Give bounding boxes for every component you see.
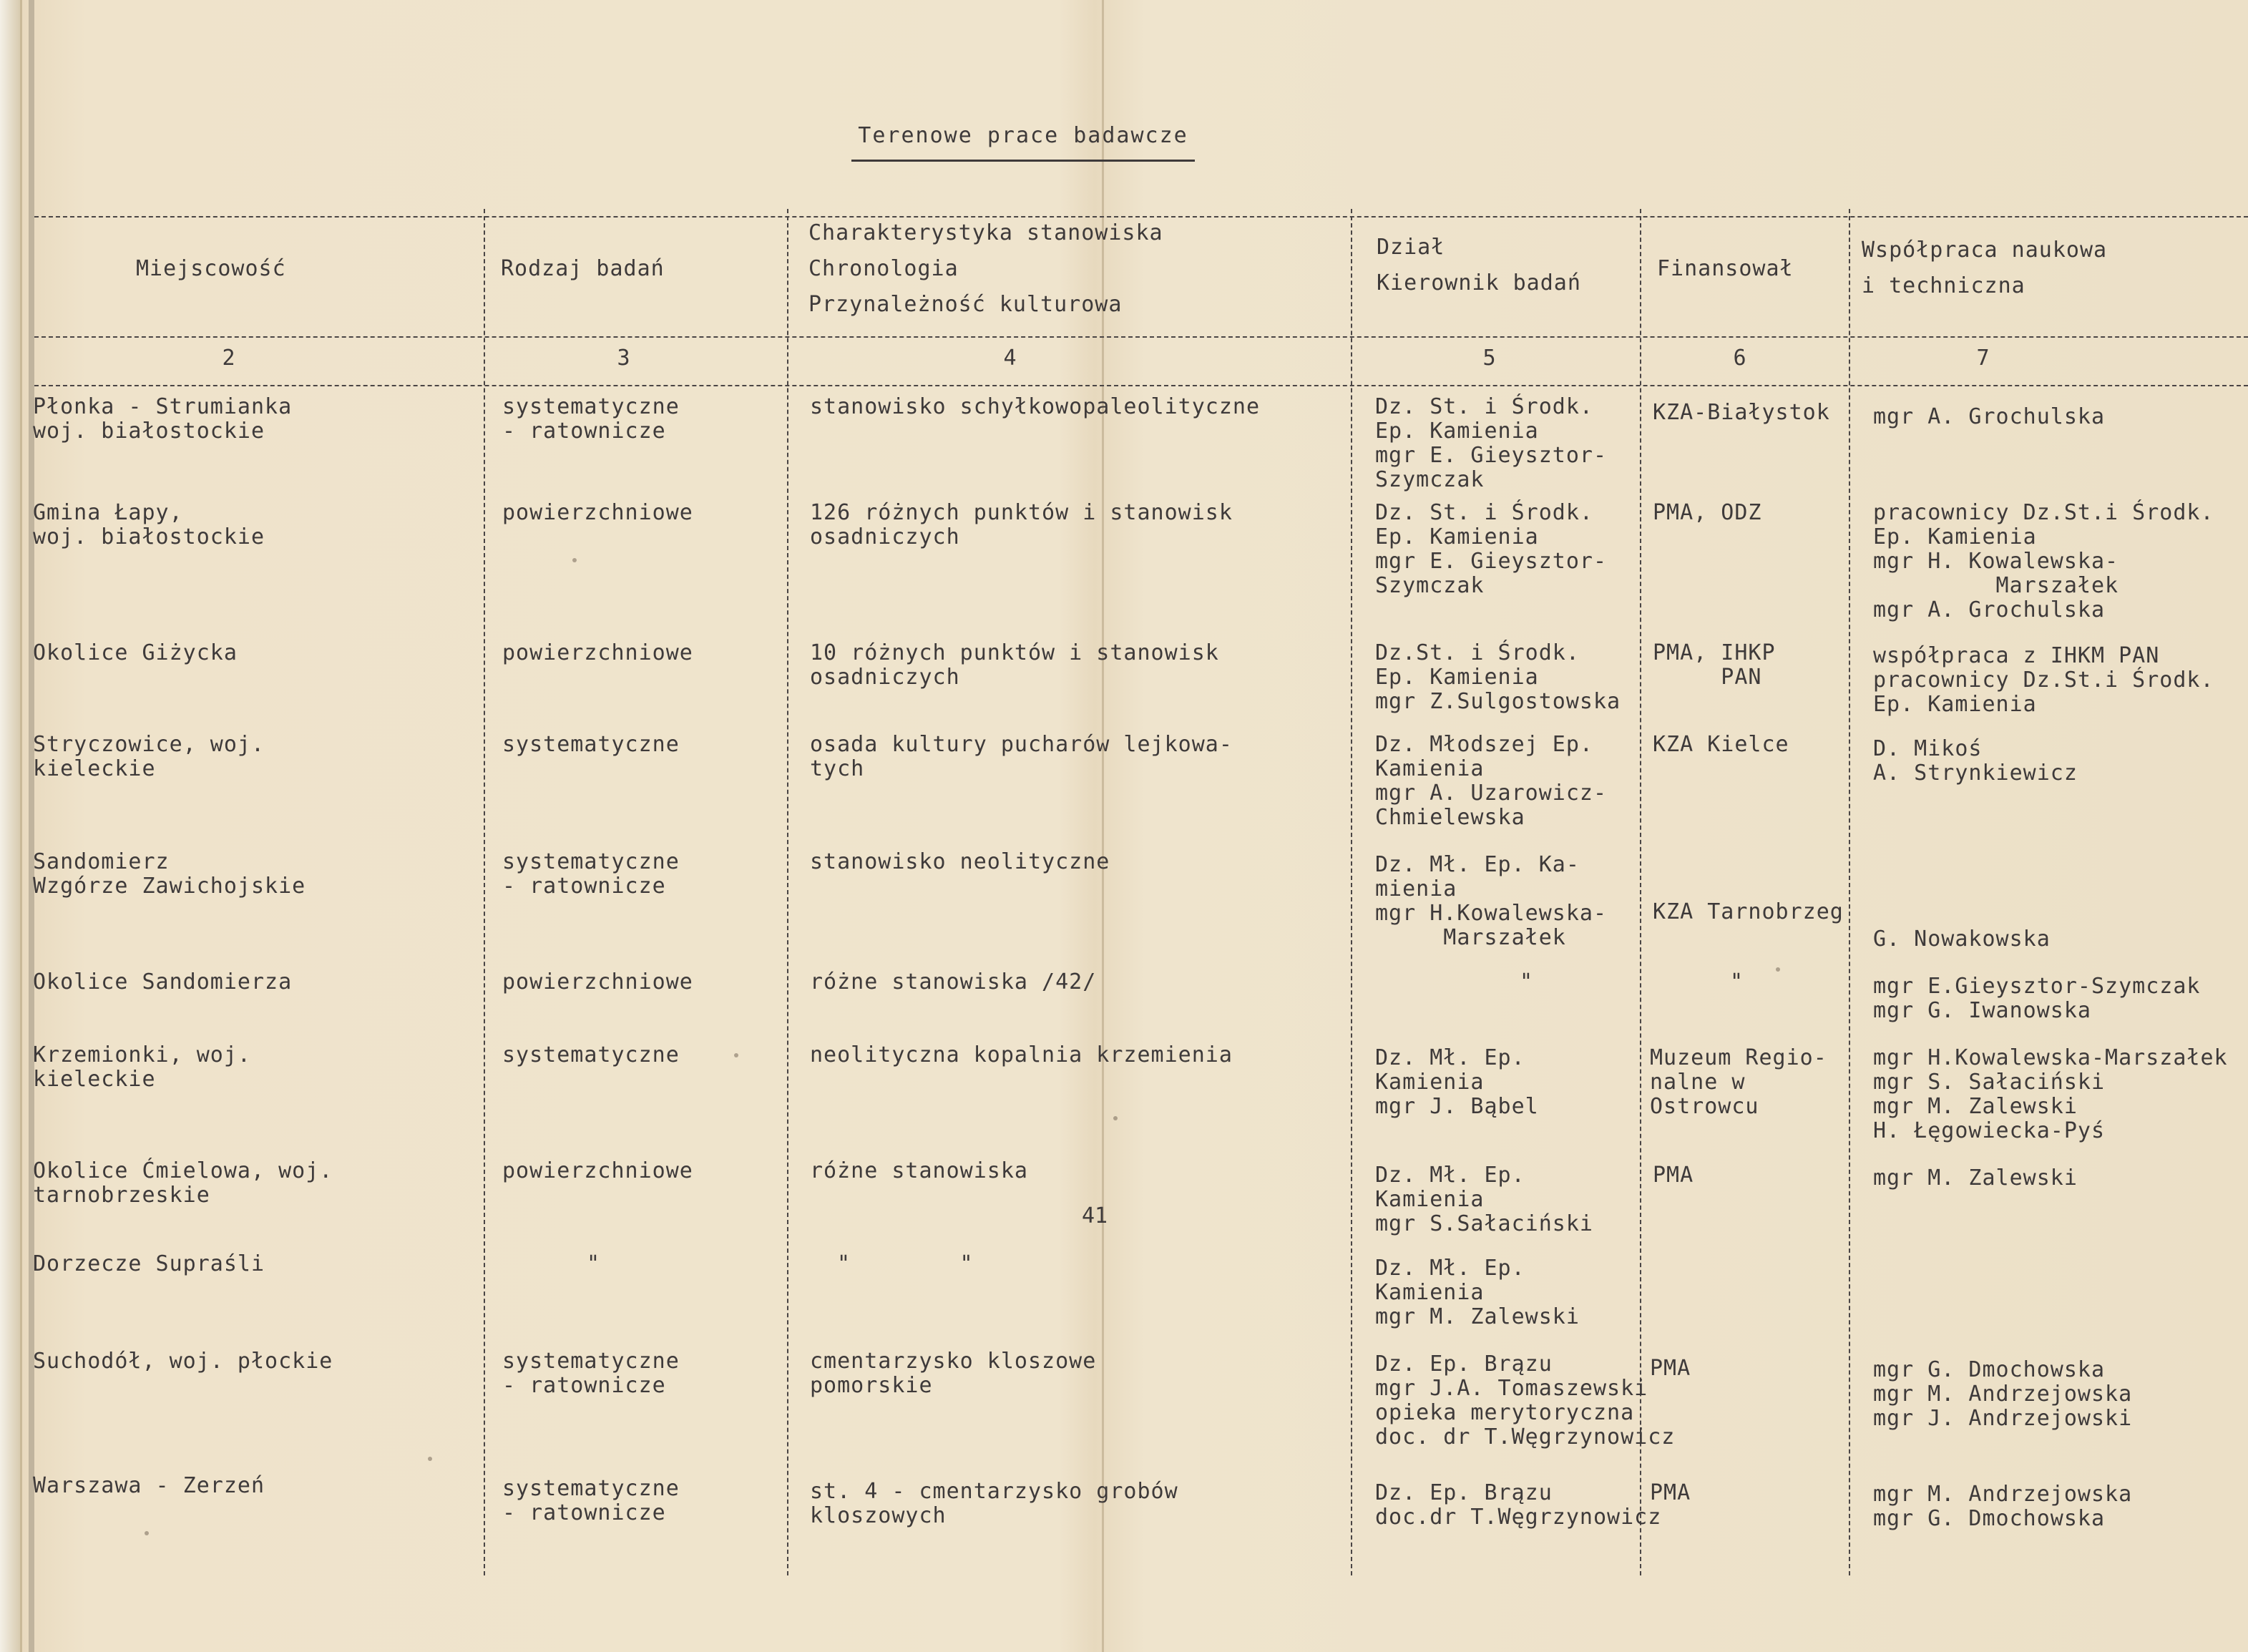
cell-miejscowosc: Suchodół, woj. płockie: [33, 1349, 333, 1374]
cell-dzial: Dz.St. i Środk. Ep. Kamienia mgr Z.Sulgostowska: [1375, 640, 1621, 714]
number-row-rule: [34, 385, 2248, 386]
cell-rodzaj: systematyczne: [502, 732, 680, 757]
cell-rodzaj: systematyczne - ratownicze: [502, 394, 680, 444]
header-przynaleznosc: Przynależność kulturowa: [808, 292, 1123, 317]
cell-charakterystyka: stanowisko neolityczne: [810, 849, 1110, 874]
cell-miejscowosc: Dorzecze Supraśli: [33, 1251, 265, 1276]
header-bottom-rule: [34, 336, 2248, 338]
cell-dzial: Dz. Mł. Ep. Kamienia mgr S.Sałaciński: [1375, 1163, 1593, 1236]
binding-shadow: [29, 0, 34, 1652]
cell-dzial: Dz. St. i Środk. Ep. Kamienia mgr E. Gieysztor- Szymczak: [1375, 500, 1608, 598]
column-number: 3: [617, 346, 631, 371]
header-dzial: Dział: [1377, 235, 1445, 260]
cell-charakterystyka: stanowisko schyłkowopaleolityczne: [810, 394, 1261, 419]
cell-charakterystyka: st. 4 - cmentarzysko grobów kloszowych: [810, 1479, 1178, 1528]
header-finansowal: Finansował: [1657, 256, 1794, 281]
cell-rodzaj: powierzchniowe: [502, 500, 693, 525]
cell-charakterystyka: 126 różnych punktów i stanowisk osadniczych: [810, 500, 1233, 549]
cell-charakterystyka: neolityczna kopalnia krzemienia: [810, 1042, 1233, 1067]
cell-wspolpraca: mgr H.Kowalewska-Marszałek mgr S. Sałaciński mgr M. Zalewski H. Łęgowiecka-Pyś: [1873, 1045, 2228, 1143]
cell-dzial: Dz. Ep. Brązu doc.dr T.Węgrzynowicz: [1375, 1480, 1662, 1530]
cell-finansowal: PMA, IHKP PAN: [1653, 640, 1776, 690]
cell-finansowal: PMA: [1650, 1356, 1691, 1381]
cell-charakterystyka: cmentarzysko kloszowe pomorskie: [810, 1349, 1097, 1398]
cell-wspolpraca: pracownicy Dz.St.i Środk. Ep. Kamienia mgr H. Kowalewska- Marszałek mgr A. Grochulska: [1873, 500, 2214, 622]
column-number: 6: [1733, 346, 1747, 371]
cell-dzial: Dz. Mł. Ep. Ka- mienia mgr H.Kowalewska- Marszałek: [1375, 852, 1608, 950]
cell-wspolpraca: mgr E.Gieysztor-Szymczak mgr G. Iwanowska: [1873, 974, 2201, 1023]
cell-miejscowosc: Gmina Łapy, woj. białostockie: [33, 500, 265, 549]
cell-finansowal: ": [1730, 969, 1744, 994]
cell-finansowal: Muzeum Regio- nalne w Ostrowcu: [1650, 1045, 1827, 1119]
cell-finansowal: KZA Tarnobrzeg: [1653, 899, 1844, 924]
cell-dzial: Dz. Mł. Ep. Kamienia mgr M. Zalewski: [1375, 1256, 1580, 1329]
cell-rodzaj: systematyczne: [502, 1042, 680, 1067]
header-kierownik: Kierownik badań: [1377, 270, 1581, 295]
cell-miejscowosc: Okolice Sandomierza: [33, 969, 293, 994]
cell-rodzaj: systematyczne - ratownicze: [502, 1476, 680, 1525]
cell-charakterystyka: " ": [837, 1251, 974, 1276]
header-charakterystyka: Charakterystyka stanowiska: [808, 220, 1163, 245]
cell-rodzaj: ": [587, 1251, 601, 1276]
cell-charakterystyka: różne stanowiska: [810, 1158, 1028, 1183]
cell-wspolpraca: mgr G. Dmochowska mgr M. Andrzejowska mgr J. Andrzejowski: [1873, 1357, 2133, 1431]
paper-speck: [1113, 1116, 1118, 1120]
header-wspolpraca-2: i techniczna: [1862, 273, 2025, 298]
cell-miejscowosc: Płonka - Strumianka woj. białostockie: [33, 394, 293, 444]
cell-dzial: Dz. Mł. Ep. Kamienia mgr J. Bąbel: [1375, 1045, 1539, 1119]
column-number: 5: [1482, 346, 1497, 371]
cell-dzial: Dz. Młodszej Ep. Kamienia mgr A. Uzarowicz- Chmielewska: [1375, 732, 1608, 830]
cell-finansowal: KZA Kielce: [1653, 732, 1789, 757]
column-number: 4: [1003, 346, 1017, 371]
cell-rodzaj: powierzchniowe: [502, 969, 693, 994]
column-divider-5: [1351, 209, 1352, 1575]
header-wspolpraca: Współpraca naukowa: [1862, 238, 2108, 263]
cell-finansowal: PMA: [1653, 1163, 1694, 1188]
cell-rodzaj: powierzchniowe: [502, 640, 693, 665]
paper-speck: [572, 558, 577, 562]
header-rodzaj-badan: Rodzaj badań: [501, 256, 665, 281]
paper-speck: [428, 1457, 432, 1461]
cell-miejscowosc: Warszawa - Zerzeń: [33, 1473, 265, 1498]
column-number: 2: [222, 346, 236, 371]
cell-wspolpraca: D. Mikoś A. Strynkiewicz: [1873, 736, 2078, 786]
paper-speck: [145, 1531, 149, 1535]
book-binding-edge: [0, 0, 22, 1652]
paper-speck: [734, 1053, 738, 1057]
cell-miejscowosc: Okolice Ćmielowa, woj. tarnobrzeskie: [33, 1158, 333, 1208]
cell-wspolpraca: współpraca z IHKM PAN pracownicy Dz.St.i Środk. Ep. Kamienia: [1873, 643, 2214, 717]
cell-wspolpraca: mgr M. Zalewski: [1873, 1165, 2078, 1191]
cell-charakterystyka: 10 różnych punktów i stanowisk osadniczych: [810, 640, 1219, 690]
cell-wspolpraca: mgr A. Grochulska: [1873, 404, 2106, 429]
cell-dzial: Dz. Ep. Brązu mgr J.A. Tomaszewski opieka merytoryczna doc. dr T.Węgrzynowicz: [1375, 1352, 1676, 1450]
cell-dzial: Dz. St. i Środk. Ep. Kamienia mgr E. Gieysztor- Szymczak: [1375, 394, 1608, 492]
cell-wspolpraca: mgr M. Andrzejowska mgr G. Dmochowska: [1873, 1482, 2133, 1531]
cell-miejscowosc: Stryczowice, woj. kieleckie: [33, 732, 265, 781]
cell-miejscowosc: Okolice Giżycka: [33, 640, 238, 665]
column-divider-3: [484, 209, 485, 1575]
column-divider-7: [1849, 209, 1850, 1575]
cell-charakterystyka: osada kultury pucharów lejkowa- tych: [810, 732, 1233, 781]
header-chronologia: Chronologia: [808, 256, 959, 281]
column-divider-4: [787, 209, 788, 1575]
header-miejscowosc: Miejscowość: [136, 256, 286, 281]
cell-wspolpraca: G. Nowakowska: [1873, 927, 2051, 952]
cell-charakterystyka: różne stanowiska /42/: [810, 969, 1097, 994]
cell-finansowal: PMA: [1650, 1480, 1691, 1505]
cell-rodzaj: systematyczne - ratownicze: [502, 1349, 680, 1398]
page-number: 41: [1082, 1203, 1108, 1228]
column-number: 7: [1976, 346, 1990, 371]
paper-speck: [1776, 967, 1780, 972]
cell-dzial: ": [1520, 969, 1534, 994]
page-title: Terenowe prace badawcze: [851, 123, 1195, 162]
cell-finansowal: KZA-Białystok: [1653, 400, 1830, 425]
cell-miejscowosc: Krzemionki, woj. kieleckie: [33, 1042, 251, 1092]
cell-miejscowosc: Sandomierz Wzgórze Zawichojskie: [33, 849, 306, 899]
cell-finansowal: PMA, ODZ: [1653, 500, 1762, 525]
cell-rodzaj: powierzchniowe: [502, 1158, 693, 1183]
cell-rodzaj: systematyczne - ratownicze: [502, 849, 680, 899]
